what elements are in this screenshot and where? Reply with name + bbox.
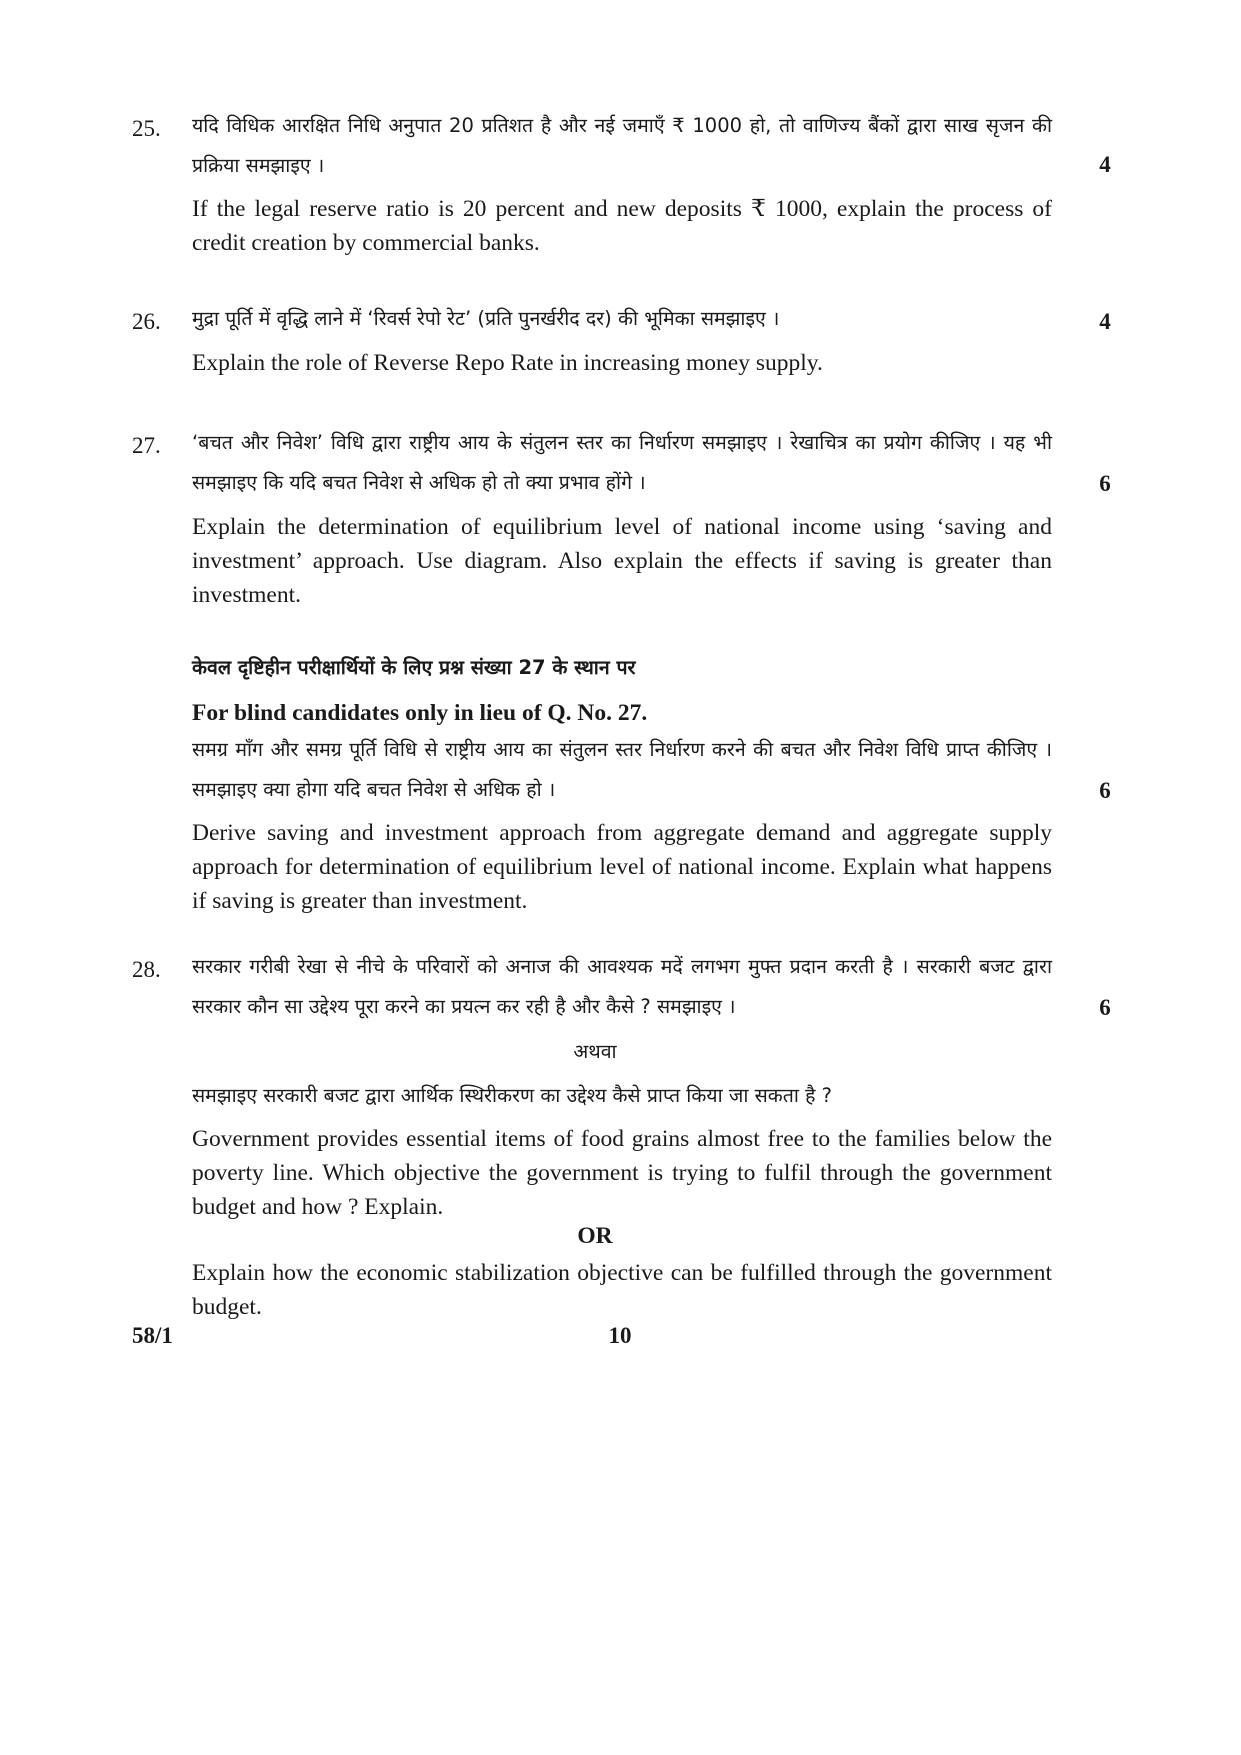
question-25-hindi: यदि विधिक आरक्षित निधि अनुपात 20 प्रतिशत है और नई जमाएँ ₹ 1000 हो, तो वाणिज्य बैंकों द्वारा साख सृजन की प्रक्रिया समझाइए । [192,114,1052,177]
blind-heading-hindi: केवल दृष्टिहीन परीक्षार्थियों के लिए प्रश्न संख्या 27 के स्थान पर [192,656,636,679]
question-27-hindi: ‘बचत और निवेश’ विधि द्वारा राष्ट्रीय आय के संतुलन स्तर का निर्धारण समझाइए । रेखाचित्र का प्रयोग कीजिए । यह भी समझाइए कि यदि बचत निवेश से अधिक हो तो क्या प्रभाव होंगे । [192,431,1052,494]
question-26-english: Explain the role of Reverse Repo Rate in increasing money supply. [192,350,823,376]
paper-code: 58/1 [132,1323,173,1348]
question-26-number: 26. [132,309,161,334]
question-28-marks: 6 [1099,995,1111,1020]
blind-question-hindi: समग्र माँग और समग्र पूर्ति विधि से राष्ट्रीय आय का संतुलन स्तर निर्धारण करने की बचत और निवेश विधि प्राप्त कीजिए । समझाइए क्या होगा यदि बचत निवेश से अधिक हो । [192,738,1052,801]
question-26-hindi: मुद्रा पूर्ति में वृद्धि लाने में ‘रिवर्स रेपो रेट’ (प्रति पुनर्खरीद दर) की भूमिका समझाइए । [192,307,780,330]
blind-question-english: Derive saving and investment approach from aggregate demand and aggregate supply approach for determination of equilibrium level of national income. Explain what happens if saving is greater than investment. [192,820,1052,914]
question-28-english-alternative: Explain how the economic stabilization objective can be fulfilled through the government budget. [192,1260,1052,1320]
question-27-english: Explain the determination of equilibrium level of national income using ‘saving and investment’ approach. Use diagram. Also explain the effects if saving is greater than investment. [192,514,1052,608]
question-28-english: Government provides essential items of food grains almost free to the families below the poverty line. Which objective the government is trying to fulfil through the government budget and how ? Explain. [192,1126,1052,1220]
question-27-marks: 6 [1099,471,1111,496]
question-26-marks: 4 [1099,309,1111,334]
blind-heading-english: For blind candidates only in lieu of Q. No. 27. [192,700,648,726]
or-english: OR [577,1223,613,1249]
question-28-hindi: सरकार गरीबी रेखा से नीचे के परिवारों को अनाज की आवश्यक मदें लगभग मुफ्त प्रदान करती है । सरकारी बजट द्वारा सरकार कौन सा उद्देश्य पूरा करने का प्रयत्न कर रही है और कैसे ? समझाइए । [192,955,1052,1018]
or-hindi: अथवा [573,1040,617,1063]
question-25-english: If the legal reserve ratio is 20 percent and new deposits ₹ 1000, explain the process of credit creation by commercial banks. [192,196,1052,256]
question-25-marks: 4 [1099,152,1111,177]
question-28-hindi-alternative: समझाइए सरकारी बजट द्वारा आर्थिक स्थिरीकरण का उद्देश्य कैसे प्राप्त किया जा सकता है ? [192,1084,833,1107]
question-28-number: 28. [132,957,161,982]
question-25-number: 25. [132,116,161,141]
question-27-number: 27. [132,433,161,458]
page-number: 10 [608,1323,632,1348]
blind-question-marks: 6 [1099,778,1111,803]
